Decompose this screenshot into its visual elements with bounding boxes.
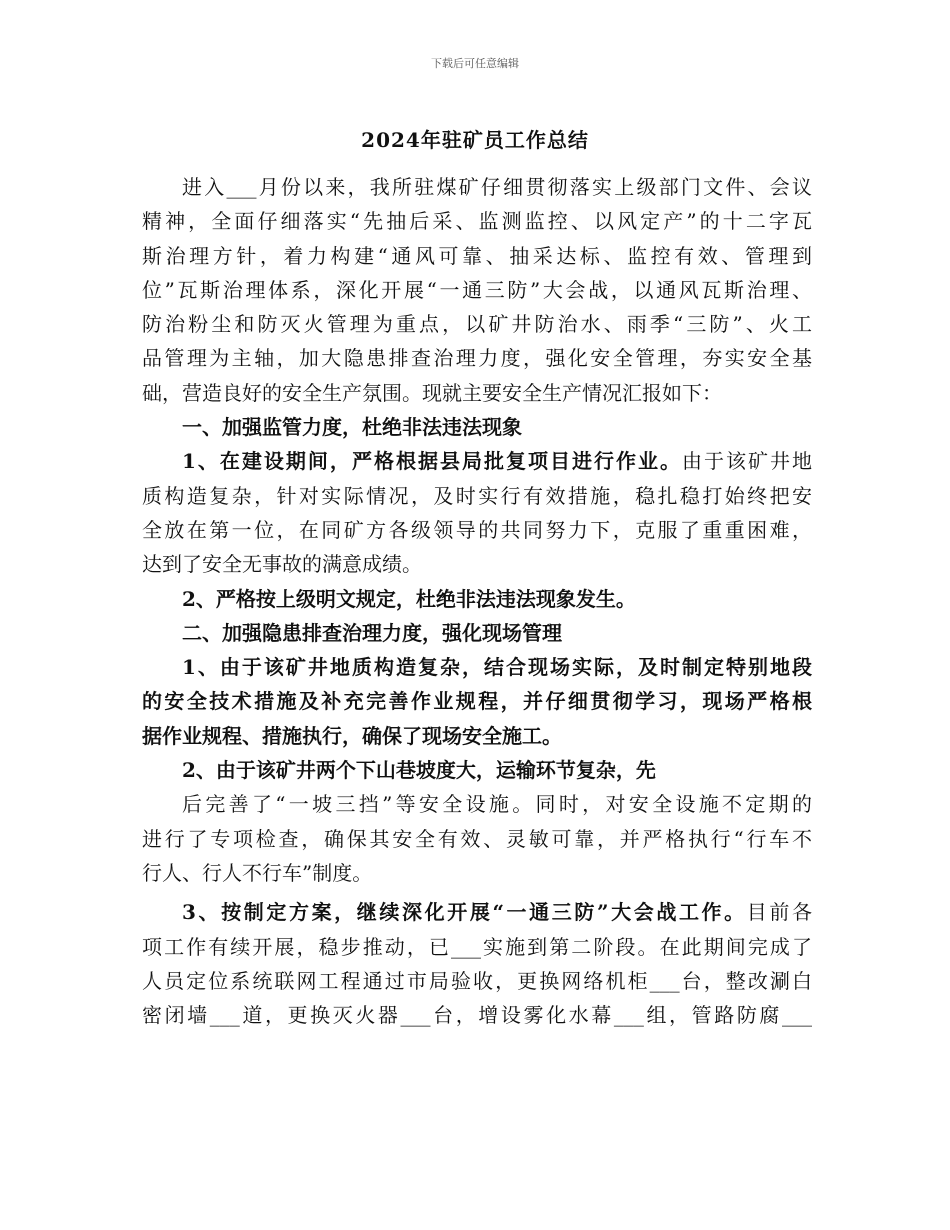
paragraph-line: 一、加强监管力度，杜绝非法违法现象 bbox=[182, 415, 522, 440]
paragraph-line: 达到了安全无事故的满意成绩。 bbox=[142, 552, 422, 577]
paragraph-line: 精神，全面仔细落实“先抽后采、监测监控、以风定产”的十二字瓦 bbox=[142, 209, 812, 234]
paragraph-line: 础，营造良好的安全生产氛围。现就主要安全生产情况汇报如下： bbox=[142, 380, 722, 405]
plain-text: 由于该矿井地 bbox=[681, 449, 812, 474]
paragraph-line: 进入___月份以来，我所驻煤矿仔细贯彻落实上级部门文件、会议 bbox=[182, 175, 812, 199]
bold-lead-text: 3、按制定方案，继续深化开展“一通三防”大会战工作。 bbox=[182, 900, 747, 925]
paragraph-line: 后完善了“一坡三挡”等安全设施。同时，对安全设施不定期的 bbox=[182, 792, 812, 817]
document-body bbox=[142, 170, 812, 1032]
paragraph-line: 防治粉尘和防灭火管理为重点，以矿井防治水、雨季“三防”、火工 bbox=[142, 312, 812, 337]
paragraph-line: 位”瓦斯治理体系，深化开展“一通三防”大会战，以通风瓦斯治理、 bbox=[142, 277, 812, 302]
bold-lead-text: 1、在建设期间，严格根据县局批复项目进行作业。 bbox=[182, 449, 682, 474]
paragraph-line: 斯治理方针，着力构建“通风可靠、抽采达标、监控有效、管理到 bbox=[142, 243, 812, 268]
paragraph-line: 人员定位系统联网工程通过市局验收，更换网络机柜___台，整改涮白 bbox=[142, 968, 812, 993]
paragraph-line: 二、加强隐患排查治理力度，强化现场管理 bbox=[182, 620, 562, 645]
paragraph-line: 1、由于该矿井地质构造复杂，结合现场实际，及时制定特别地段 bbox=[182, 655, 812, 680]
paragraph-line: 2、由于该矿井两个下山巷坡度大，运输环节复杂，先 bbox=[182, 758, 656, 783]
paragraph-line: 据作业规程、措施执行，确保了现场安全施工。 bbox=[142, 723, 562, 748]
paragraph-line: 质构造复杂，针对实际情况，及时实行有效措施，稳扎稳打始终把安 bbox=[142, 483, 812, 508]
paragraph-line bbox=[142, 444, 812, 478]
paragraph-line: 全放在第一位，在同矿方各级领导的共同努力下，克服了重重困难， bbox=[142, 517, 812, 542]
paragraph-line: 的安全技术措施及补充完善作业规程，并仔细贯彻学习，现场严格根 bbox=[142, 689, 812, 714]
paragraph-line: 2、严格按上级明文规定，杜绝非法违法现象发生。 bbox=[182, 586, 636, 611]
header-note: 下载后可任意编辑 bbox=[431, 57, 519, 70]
document-title: 2024年驻矿员工作总结 bbox=[361, 128, 589, 152]
paragraph-line: 行人、行人不行车”制度。 bbox=[142, 860, 373, 885]
paragraph-line: 品管理为主轴，加大隐患排查治理力度，强化安全管理，夯实安全基 bbox=[142, 346, 812, 371]
paragraph-line: 项工作有续开展，稳步推动，已___实施到第二阶段。在此期间完成了 bbox=[142, 934, 812, 959]
paragraph-line: 密闭墙___道，更换灭火器___台，增设雾化水幕___组，管路防腐___ bbox=[142, 1003, 812, 1028]
paragraph-line bbox=[142, 895, 812, 929]
plain-text: 目前各 bbox=[746, 900, 812, 925]
paragraph-line: 进行了专项检查，确保其安全有效、灵敏可靠，并严格执行“行车不 bbox=[142, 826, 812, 851]
